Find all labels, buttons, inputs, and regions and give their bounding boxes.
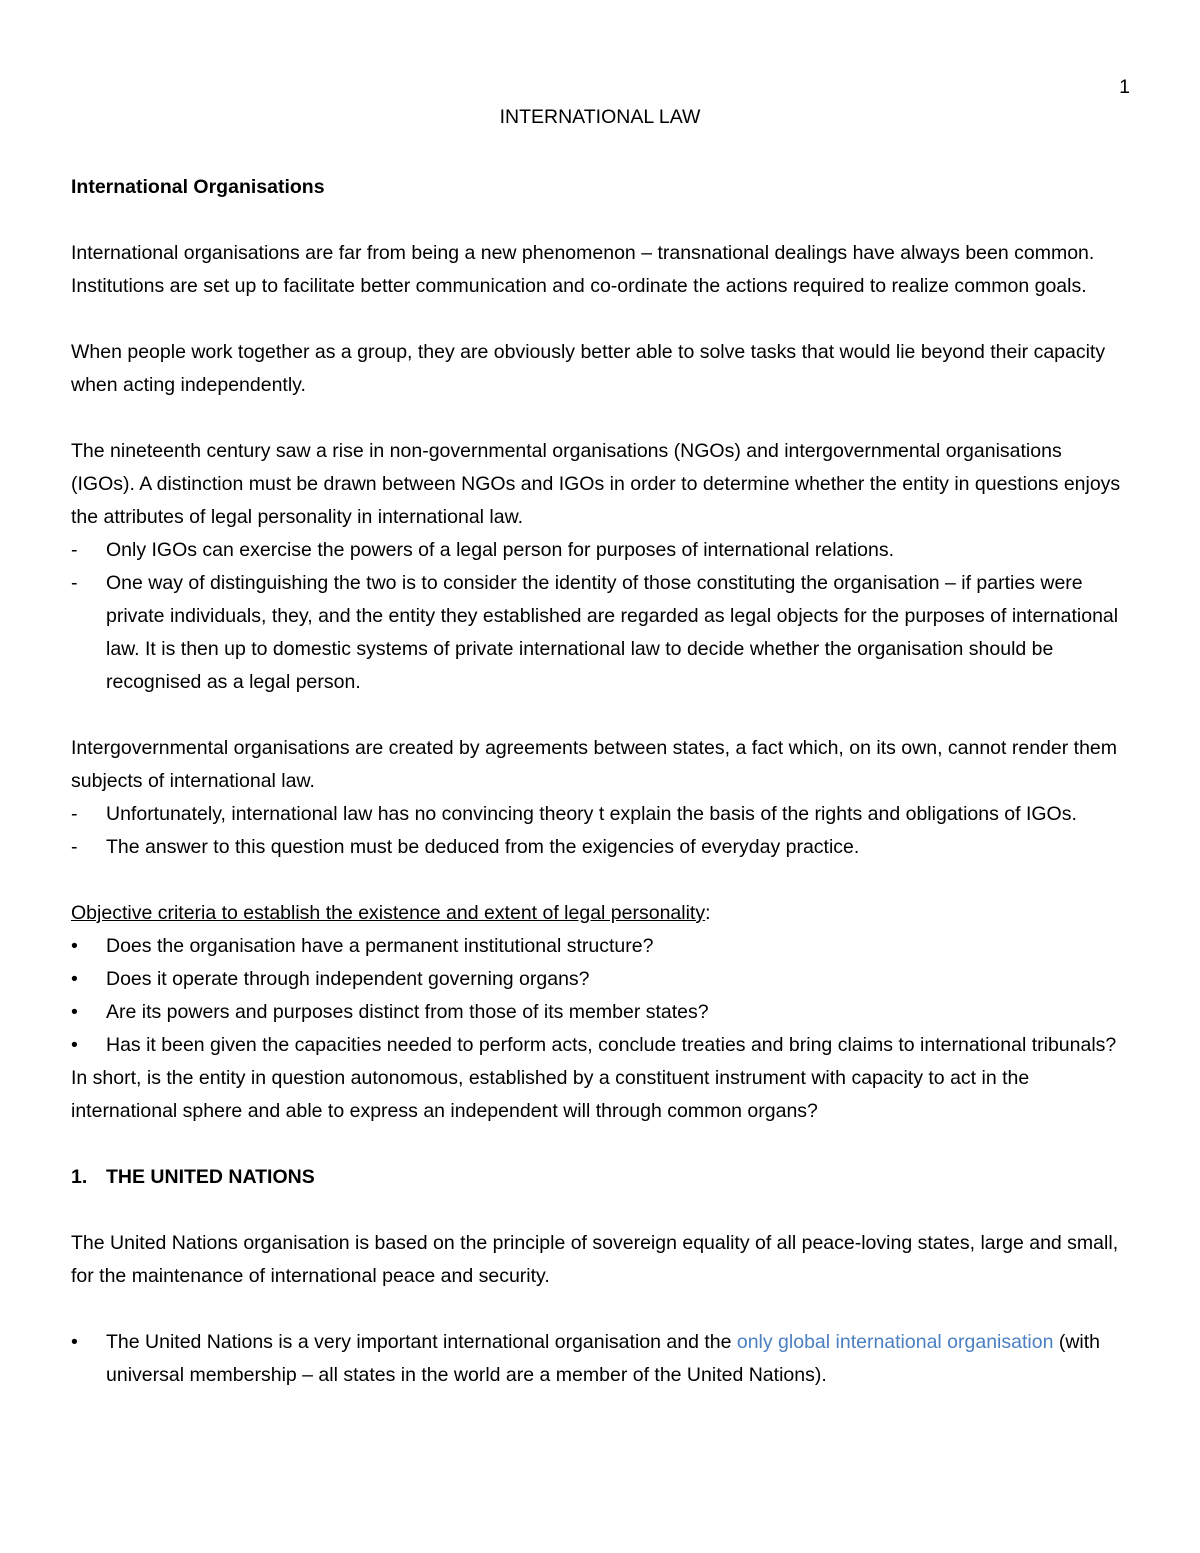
list-item-text: Unfortunately, international law has no convincing theory t explain the basis of the rights and obligations of IGOs. [106, 803, 1077, 825]
list-item [71, 567, 1131, 699]
dash-marker: - [71, 539, 78, 561]
section-heading: International Organisations [71, 176, 325, 198]
list-item-text: Has it been given the capacities needed to perform acts, conclude treaties and bring claims to international tribunals? [106, 1034, 1117, 1056]
list-item [71, 963, 1131, 996]
bullet-marker: • [71, 968, 78, 990]
criteria-heading-colon: : [705, 902, 711, 924]
bullet-marker: • [71, 1034, 78, 1056]
list-item [71, 1326, 1131, 1392]
document-body [71, 171, 1131, 1392]
list-item [71, 798, 1131, 831]
paragraph-igos-agreements: Intergovernmental organisations are created by agreements between states, a fact which, on its own, cannot render them subjects of international law. [71, 737, 1118, 792]
paragraph-in-short: In short, is the entity in question autonomous, established by a constituent instrument with capacity to act in the international sphere and able to express an independent will through common organs? [71, 1067, 1030, 1122]
bullet-marker: • [71, 1331, 78, 1353]
un-section-heading [71, 1161, 1131, 1194]
un-bullet-text-before: The United Nations is a very important international organisation and the [106, 1331, 737, 1353]
criteria-list [71, 930, 1131, 1062]
heading-text: THE UNITED NATIONS [106, 1166, 315, 1188]
list-item [71, 996, 1131, 1029]
list-item-text: Does it operate through independent governing organs? [106, 968, 590, 990]
list-item [71, 930, 1131, 963]
criteria-heading-text: Objective criteria to establish the existence and extent of legal personality [71, 902, 706, 924]
list-item-text: Only IGOs can exercise the powers of a legal person for purposes of international relations. [106, 539, 894, 561]
bullet-marker: • [71, 935, 78, 957]
list-item-text: Does the organisation have a permanent institutional structure? [106, 935, 654, 957]
dash-marker: - [71, 836, 78, 858]
paragraph-ngos-igos: The nineteenth century saw a rise in non-governmental organisations (NGOs) and intergovernmental organisations (IGOs). A distinction must be drawn between NGOs and IGOs in order to determine whether the entity in questions enjoys the attributes of legal personality in international law. [71, 440, 1121, 528]
list-item-text: One way of distinguishing the two is to consider the identity of those constituting the organisation – if parties were private individuals, they, and the entity they established are regarded as legal objects for the purposes of international law. It is then up to domestic systems of private international law to decide whether the organisation should be recognised as a legal person. [106, 572, 1119, 693]
paragraph-intro: International organisations are far from being a new phenomenon – transnational dealings have always been common. Institutions are set up to facilitate better communication and co-ordinate the actions required to realize common goals. [71, 242, 1095, 297]
list-item-text: The answer to this question must be deduced from the exigencies of everyday practice. [106, 836, 860, 858]
document-title: INTERNATIONAL LAW [499, 106, 701, 128]
bullet-marker: • [71, 1001, 78, 1023]
dash-list-legal-person [71, 534, 1131, 699]
dash-list-igo-theory [71, 798, 1131, 864]
criteria-heading [71, 897, 1131, 930]
paragraph-un-principle: The United Nations organisation is based on the principle of sovereign equality of all peace-loving states, large and small, for the maintenance of international peace and security. [71, 1232, 1119, 1287]
un-bullet-list [71, 1326, 1131, 1392]
heading-number: 1. [71, 1166, 88, 1188]
numbered-heading [71, 1161, 1131, 1194]
dash-marker: - [71, 803, 78, 825]
list-item [71, 831, 1131, 864]
list-item [71, 1029, 1131, 1062]
un-bullet-text-after: (with universal membership – all states in the world are a member of the United Nations). [106, 1331, 1101, 1386]
highlighted-text: only global international organisation [736, 1331, 1054, 1353]
list-item-text: Are its powers and purposes distinct from those of its member states? [106, 1001, 709, 1023]
dash-marker: - [71, 572, 78, 594]
paragraph-group-work: When people work together as a group, they are obviously better able to solve tasks that would lie beyond their capacity when acting independently. [71, 341, 1106, 396]
list-item [71, 534, 1131, 567]
page-number: 1 [1119, 76, 1130, 98]
